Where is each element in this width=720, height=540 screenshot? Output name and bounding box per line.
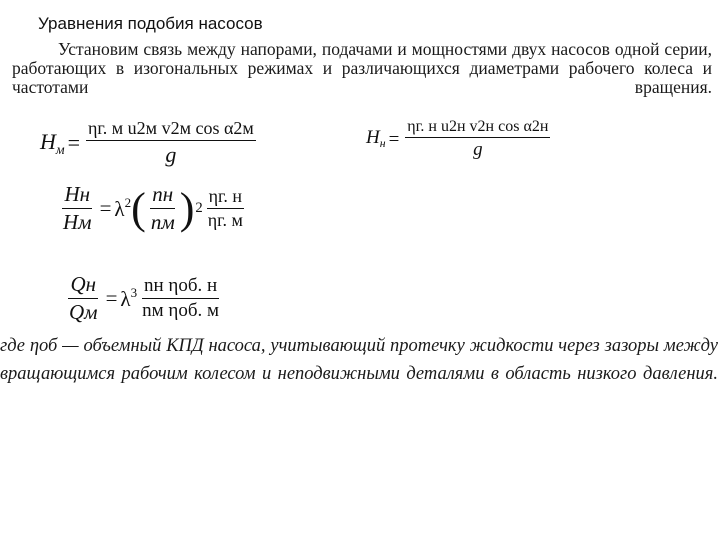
- slide-title: Уравнения подобия насосов: [38, 14, 263, 33]
- formula-flow-ratio-lhs: $\frac{Qн}{Qм}$: [69, 272, 98, 324]
- formula-flow-ratio: $\frac{Qн}{Qм}$ = $\lambda^3$ $\frac{\text{nн ηоб. н}}{\text{nм ηоб. м}}$: [69, 272, 220, 324]
- formula-head-model: $H_м$ = $\frac{\text{ηг. м u2м v2м cos α2м}}{g}$: [40, 118, 254, 167]
- formula-head-model-lhs: $H_м$: [40, 128, 65, 157]
- formula-head-ratio-efficiency: $\frac{\eta г. н}{\eta г. м}$: [207, 186, 243, 230]
- formula-head-ratio-lhs: $\frac{Hн}{Hм}$: [63, 182, 92, 234]
- formula-flow-ratio-rhs: $\frac{\text{nн ηоб. н}}{\text{nм ηоб. м}}$: [142, 275, 220, 321]
- intro-paragraph: Установим связь между напорами, подачами и мощностями двух насосов одной серии, работающих в изогональных режимах и различающихся диаметрами рабочего колеса и частотами вращения.: [12, 39, 712, 97]
- formula-head-model-denominator: g: [165, 142, 177, 167]
- explanation-paragraph: где ηоб — объемный КПД насоса, учитывающий протечку жидкости через зазоры между вращающимся рабочим колесом и неподвижными деталями в область низкого давления.: [0, 336, 718, 384]
- formula-head-ratio-lambda: $\lambda^2$: [114, 194, 132, 222]
- formula-head-model-numerator: ηг. м u2м v2м cos α2м: [86, 118, 256, 141]
- formula-head-ratio: $\frac{Hн}{Hм}$ = $\lambda^2$ ( $\frac{nн}{nм}$ ) 2 $\frac{\eta г. н}{\eta г. м}$: [63, 182, 243, 234]
- formula-head-ratio-speed: $\frac{nн}{nм}$: [150, 182, 175, 234]
- formula-head-natural-numerator: ηг. н u2н v2н cos α2н: [405, 118, 550, 138]
- formula-head-natural-fraction: [405, 118, 550, 161]
- formula-head-natural-denominator: g: [473, 139, 483, 160]
- formula-head-model-fraction: [86, 118, 256, 168]
- formula-flow-ratio-lambda: $\lambda^3$: [120, 284, 138, 312]
- formula-head-natural: $H_н$ = $\frac{\text{ηг. н u2н v2н cos α2н}}{g}$: [366, 118, 549, 160]
- formula-head-natural-lhs: $H_н$: [366, 127, 386, 151]
